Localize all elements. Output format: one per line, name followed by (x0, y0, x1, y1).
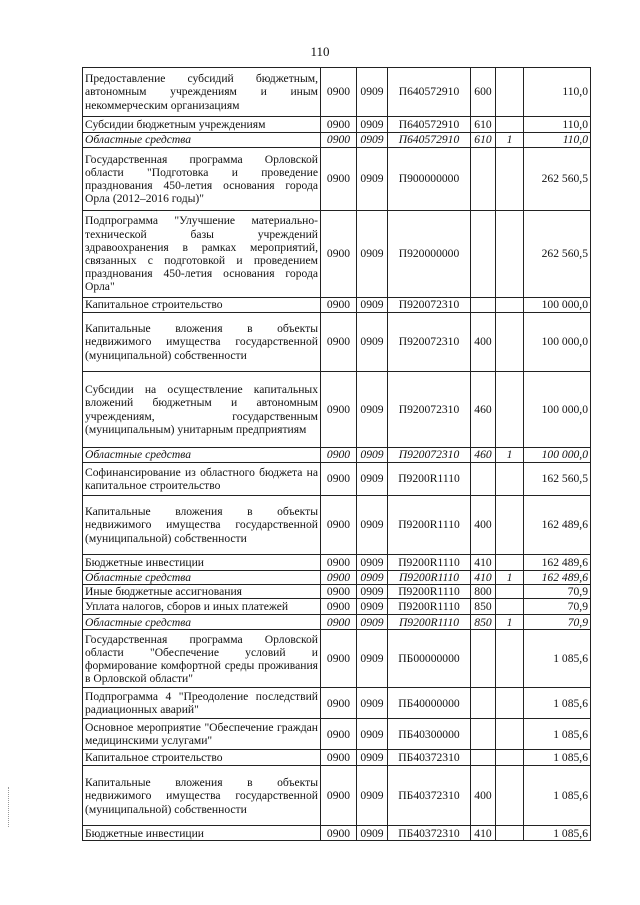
table-body (83, 68, 591, 841)
row-section-code: 0900 (321, 68, 357, 117)
row-section-code: 0900 (321, 133, 357, 148)
row-section-code: 0900 (321, 463, 357, 496)
row-expense-type (471, 719, 496, 750)
row-expense-type (471, 630, 496, 688)
row-section-code: 0900 (321, 313, 357, 372)
row-expense-type: 400 (471, 766, 496, 826)
row-amount: 100 000,0 (524, 448, 591, 463)
row-funding-source: 1 (496, 448, 524, 463)
row-funding-source (496, 117, 524, 133)
row-section-code: 0900 (321, 571, 357, 585)
row-funding-source (496, 688, 524, 719)
row-expense-type: 410 (471, 555, 496, 571)
row-amount: 262 560,5 (524, 148, 591, 211)
row-funding-source: 1 (496, 615, 524, 630)
row-name: Софинансирование из областного бюджета на капитальное строительство (83, 463, 321, 496)
row-target-code: П9200R1110 (388, 496, 471, 555)
table-row (83, 555, 591, 571)
table-row (83, 117, 591, 133)
row-name: Капитальные вложения в объекты недвижимого имущества государственной (муниципальной) собственности (83, 313, 321, 372)
row-target-code: П920072310 (388, 448, 471, 463)
row-target-code: П900000000 (388, 148, 471, 211)
row-section-code: 0900 (321, 615, 357, 630)
row-name: Капитальные вложения в объекты недвижимого имущества государственной (муниципальной) собственности (83, 496, 321, 555)
row-section-code: 0900 (321, 117, 357, 133)
row-name: Областные средства (83, 571, 321, 585)
row-target-code: П9200R1110 (388, 571, 471, 585)
row-target-code: ПБ40000000 (388, 688, 471, 719)
row-target-code: П920000000 (388, 211, 471, 298)
table-row (83, 826, 591, 841)
row-name: Уплата налогов, сборов и иных платежей (83, 599, 321, 615)
row-name: Областные средства (83, 448, 321, 463)
row-amount: 100 000,0 (524, 313, 591, 372)
row-expense-type: 850 (471, 599, 496, 615)
row-expense-type: 410 (471, 571, 496, 585)
row-target-code: П640572910 (388, 117, 471, 133)
row-amount: 1 085,6 (524, 719, 591, 750)
row-funding-source (496, 599, 524, 615)
row-expense-type: 400 (471, 313, 496, 372)
row-section-code: 0900 (321, 372, 357, 448)
row-amount: 70,9 (524, 599, 591, 615)
row-expense-type: 460 (471, 448, 496, 463)
row-funding-source (496, 585, 524, 599)
row-name: Бюджетные инвестиции (83, 826, 321, 841)
row-funding-source (496, 211, 524, 298)
table-row (83, 211, 591, 298)
table-row (83, 766, 591, 826)
row-name: Капитальное строительство (83, 750, 321, 766)
row-expense-type (471, 298, 496, 313)
row-section-code: 0900 (321, 826, 357, 841)
row-expense-type: 800 (471, 585, 496, 599)
row-expense-type (471, 463, 496, 496)
row-target-code: П9200R1110 (388, 615, 471, 630)
row-subsection-code: 0909 (357, 117, 388, 133)
row-subsection-code: 0909 (357, 615, 388, 630)
row-amount: 162 489,6 (524, 555, 591, 571)
table-row (83, 688, 591, 719)
row-funding-source: 1 (496, 133, 524, 148)
table-row (83, 148, 591, 211)
row-amount: 1 085,6 (524, 766, 591, 826)
row-target-code: ПБ40372310 (388, 826, 471, 841)
row-section-code: 0900 (321, 448, 357, 463)
row-name: Областные средства (83, 615, 321, 630)
table-row (83, 133, 591, 148)
budget-table (82, 67, 591, 841)
row-target-code: П9200R1110 (388, 463, 471, 496)
row-funding-source (496, 719, 524, 750)
row-target-code: П9200R1110 (388, 585, 471, 599)
row-subsection-code: 0909 (357, 826, 388, 841)
row-name: Капитальные вложения в объекты недвижимого имущества государственной (муниципальной) собственности (83, 766, 321, 826)
row-section-code: 0900 (321, 298, 357, 313)
table-row (83, 571, 591, 585)
table-row (83, 719, 591, 750)
row-expense-type: 850 (471, 615, 496, 630)
table-row (83, 313, 591, 372)
row-expense-type: 400 (471, 496, 496, 555)
row-subsection-code: 0909 (357, 211, 388, 298)
row-amount: 1 085,6 (524, 826, 591, 841)
row-expense-type (471, 211, 496, 298)
row-subsection-code: 0909 (357, 599, 388, 615)
row-amount: 70,9 (524, 585, 591, 599)
row-subsection-code: 0909 (357, 313, 388, 372)
row-amount: 162 489,6 (524, 496, 591, 555)
row-amount: 100 000,0 (524, 298, 591, 313)
row-target-code: П640572910 (388, 68, 471, 117)
row-subsection-code: 0909 (357, 298, 388, 313)
row-name: Основное мероприятие "Обеспечение граждан медицинскими услугами" (83, 719, 321, 750)
row-funding-source (496, 372, 524, 448)
row-section-code: 0900 (321, 211, 357, 298)
row-funding-source (496, 750, 524, 766)
row-funding-source: 1 (496, 571, 524, 585)
row-section-code: 0900 (321, 555, 357, 571)
row-name: Областные средства (83, 133, 321, 148)
row-expense-type (471, 750, 496, 766)
row-amount: 100 000,0 (524, 372, 591, 448)
row-subsection-code: 0909 (357, 148, 388, 211)
row-section-code: 0900 (321, 766, 357, 826)
row-amount: 110,0 (524, 133, 591, 148)
row-subsection-code: 0909 (357, 555, 388, 571)
row-subsection-code: 0909 (357, 496, 388, 555)
row-name: Иные бюджетные ассигнования (83, 585, 321, 599)
table-row (83, 615, 591, 630)
row-target-code: ПБ40372310 (388, 766, 471, 826)
row-expense-type: 460 (471, 372, 496, 448)
row-name: Государственная программа Орловской области "Подготовка и проведение празднования 450-летия основания города Орла (2012–2016 годы)" (83, 148, 321, 211)
margin-mark (8, 787, 10, 827)
row-subsection-code: 0909 (357, 688, 388, 719)
row-subsection-code: 0909 (357, 750, 388, 766)
row-name: Подпрограмма "Улучшение материально-технической базы учреждений здравоохранения в рамках мероприятий, связанных с подготовкой и проведением празднования 450-летия основания города Орла" (83, 211, 321, 298)
row-amount: 1 085,6 (524, 688, 591, 719)
row-section-code: 0900 (321, 585, 357, 599)
row-subsection-code: 0909 (357, 571, 388, 585)
row-amount: 162 560,5 (524, 463, 591, 496)
row-funding-source (496, 555, 524, 571)
row-target-code: П640572910 (388, 133, 471, 148)
row-target-code: П920072310 (388, 298, 471, 313)
table-row (83, 750, 591, 766)
row-funding-source (496, 68, 524, 117)
row-expense-type: 610 (471, 117, 496, 133)
row-section-code: 0900 (321, 630, 357, 688)
table-row (83, 372, 591, 448)
row-expense-type: 610 (471, 133, 496, 148)
row-subsection-code: 0909 (357, 68, 388, 117)
row-subsection-code: 0909 (357, 463, 388, 496)
row-funding-source (496, 463, 524, 496)
row-target-code: П9200R1110 (388, 599, 471, 615)
row-amount: 110,0 (524, 117, 591, 133)
row-target-code: П9200R1110 (388, 555, 471, 571)
row-target-code: ПБ40300000 (388, 719, 471, 750)
row-funding-source (496, 313, 524, 372)
row-name: Капитальное строительство (83, 298, 321, 313)
row-funding-source (496, 826, 524, 841)
row-section-code: 0900 (321, 148, 357, 211)
row-subsection-code: 0909 (357, 766, 388, 826)
row-section-code: 0900 (321, 719, 357, 750)
row-amount: 70,9 (524, 615, 591, 630)
row-funding-source (496, 630, 524, 688)
row-expense-type (471, 688, 496, 719)
row-section-code: 0900 (321, 599, 357, 615)
table-row (83, 298, 591, 313)
row-funding-source (496, 148, 524, 211)
table-row (83, 68, 591, 117)
row-amount: 1 085,6 (524, 630, 591, 688)
row-subsection-code: 0909 (357, 372, 388, 448)
row-target-code: П920072310 (388, 313, 471, 372)
row-funding-source (496, 766, 524, 826)
row-name: Субсидии на осуществление капитальных вложений бюджетным и автономным учреждениям, государственным (муниципальным) унитарным предприятиям (83, 372, 321, 448)
row-name: Предоставление субсидий бюджетным, автономным учреждениям и иным некоммерческим организациям (83, 68, 321, 117)
row-subsection-code: 0909 (357, 448, 388, 463)
page-number: 110 (310, 44, 330, 59)
row-expense-type: 600 (471, 68, 496, 117)
row-section-code: 0900 (321, 750, 357, 766)
row-funding-source (496, 496, 524, 555)
row-subsection-code: 0909 (357, 585, 388, 599)
table-row (83, 585, 591, 599)
row-name: Бюджетные инвестиции (83, 555, 321, 571)
row-name: Субсидии бюджетным учреждениям (83, 117, 321, 133)
row-target-code: ПБ40372310 (388, 750, 471, 766)
row-name: Государственная программа Орловской области "Обеспечение условий и формирование комфортной среды проживания в Орловской области" (83, 630, 321, 688)
table-row (83, 599, 591, 615)
row-target-code: ПБ00000000 (388, 630, 471, 688)
row-amount: 262 560,5 (524, 211, 591, 298)
table-row (83, 463, 591, 496)
table-row (83, 496, 591, 555)
table-row (83, 630, 591, 688)
table-row (83, 448, 591, 463)
row-funding-source (496, 298, 524, 313)
row-name: Подпрограмма 4 "Преодоление последствий радиационных аварий" (83, 688, 321, 719)
row-expense-type: 410 (471, 826, 496, 841)
row-expense-type (471, 148, 496, 211)
row-amount: 110,0 (524, 68, 591, 117)
row-subsection-code: 0909 (357, 719, 388, 750)
row-subsection-code: 0909 (357, 630, 388, 688)
row-amount: 1 085,6 (524, 750, 591, 766)
row-section-code: 0900 (321, 688, 357, 719)
row-amount: 162 489,6 (524, 571, 591, 585)
row-section-code: 0900 (321, 496, 357, 555)
row-target-code: П920072310 (388, 372, 471, 448)
row-subsection-code: 0909 (357, 133, 388, 148)
